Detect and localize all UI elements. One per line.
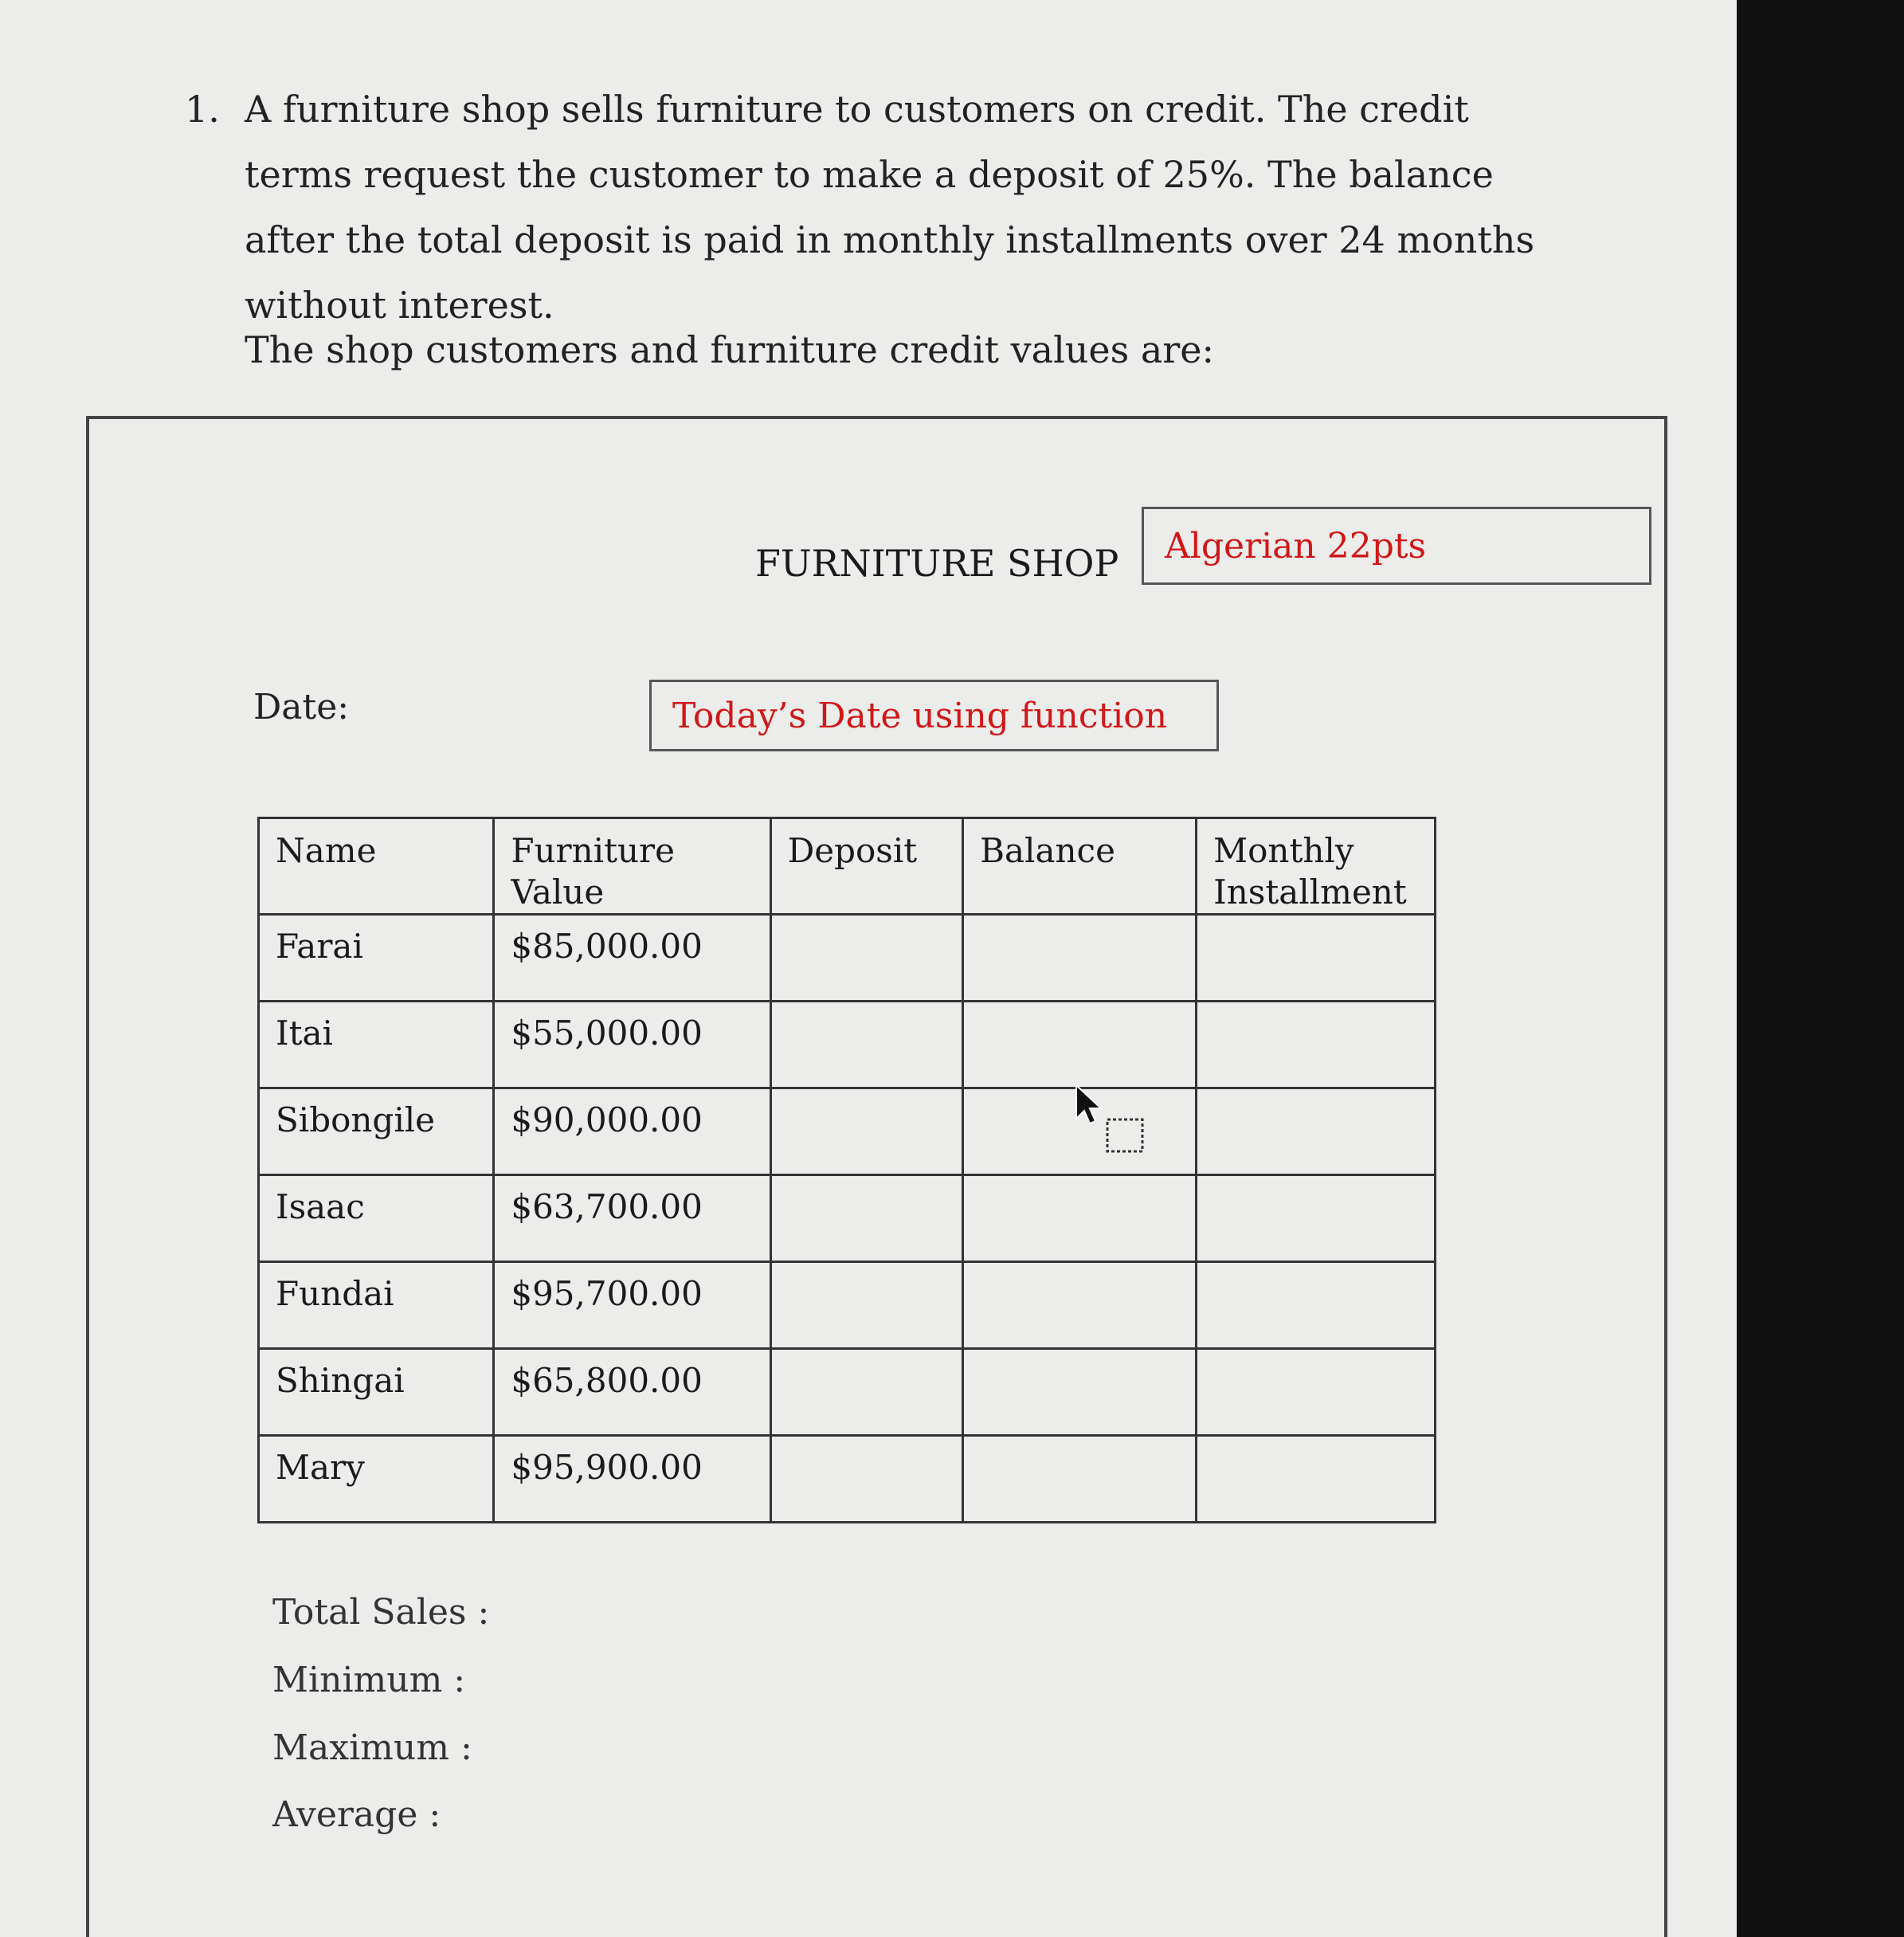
cell-deposit[interactable] — [770, 1002, 963, 1088]
cell-monthly-installment[interactable] — [1197, 1175, 1436, 1262]
cell-monthly-installment[interactable] — [1197, 1349, 1436, 1436]
font-note-text: Algerian 22pts — [1165, 525, 1427, 567]
cell-name: Shingai — [259, 1349, 494, 1436]
summary-average: Average : — [272, 1794, 441, 1835]
summary-total-sales: Total Sales : — [272, 1592, 490, 1633]
cell-name: Itai — [259, 1002, 494, 1088]
cell-furniture-value: $63,700.00 — [494, 1175, 770, 1262]
cell-balance[interactable] — [963, 915, 1197, 1002]
credit-table — [257, 817, 1436, 1523]
date-note-text: Today’s Date using function — [672, 695, 1168, 736]
table-row — [259, 1002, 1436, 1088]
summary-minimum: Minimum : — [272, 1660, 466, 1700]
cell-name: Isaac — [259, 1175, 494, 1262]
cell-balance[interactable] — [963, 1349, 1197, 1436]
cell-furniture-value: $85,000.00 — [494, 915, 770, 1002]
header-monthly-installment: Monthly Installment — [1197, 818, 1436, 915]
question-number: 1. — [185, 88, 220, 131]
header-balance: Balance — [963, 818, 1197, 915]
cell-deposit[interactable] — [770, 1175, 963, 1262]
cell-balance[interactable] — [963, 1175, 1197, 1262]
header-furniture-value: Furniture Value — [494, 818, 770, 915]
cell-monthly-installment[interactable] — [1197, 1002, 1436, 1088]
cell-balance[interactable] — [963, 1262, 1197, 1349]
intro-text: The shop customers and furniture credit values are: — [245, 328, 1215, 371]
summary-maximum: Maximum : — [272, 1727, 472, 1768]
cell-furniture-value: $95,700.00 — [494, 1262, 770, 1349]
cell-deposit[interactable] — [770, 1436, 963, 1523]
date-label: Date: — [253, 687, 350, 727]
table-row — [259, 1436, 1436, 1523]
table-row — [259, 1349, 1436, 1436]
question-text: A furniture shop sells furniture to customers on credit. The credit terms request the customer to make a deposit of 25%. The balance after the total deposit is paid in monthly installments over 24 months without interest. — [245, 88, 1535, 327]
table-row — [259, 1262, 1436, 1349]
cell-name: Mary — [259, 1436, 494, 1523]
table-header-row — [259, 818, 1436, 915]
cell-monthly-installment[interactable] — [1197, 1262, 1436, 1349]
cell-deposit[interactable] — [770, 1088, 963, 1175]
monitor-bezel — [1737, 0, 1904, 1937]
header-name: Name — [259, 818, 494, 915]
table-row — [259, 915, 1436, 1002]
mouse-pointer-icon — [1074, 1084, 1154, 1163]
cell-deposit[interactable] — [770, 1262, 963, 1349]
header-deposit: Deposit — [770, 818, 963, 915]
cell-furniture-value: $65,800.00 — [494, 1349, 770, 1436]
cell-monthly-installment[interactable] — [1197, 1436, 1436, 1523]
font-note-box — [1142, 507, 1651, 585]
cell-furniture-value: $95,900.00 — [494, 1436, 770, 1523]
cell-furniture-value: $55,000.00 — [494, 1002, 770, 1088]
cell-monthly-installment[interactable] — [1197, 1088, 1436, 1175]
date-note-box — [649, 680, 1219, 751]
table-row — [259, 1175, 1436, 1262]
cell-balance[interactable] — [963, 1002, 1197, 1088]
shop-title: FURNITURE SHOP — [755, 542, 1119, 585]
cell-deposit[interactable] — [770, 915, 963, 1002]
cell-name: Farai — [259, 915, 494, 1002]
table-row — [259, 1088, 1436, 1175]
cell-name: Sibongile — [259, 1088, 494, 1175]
cell-furniture-value: $90,000.00 — [494, 1088, 770, 1175]
cell-deposit[interactable] — [770, 1349, 963, 1436]
cell-name: Fundai — [259, 1262, 494, 1349]
cell-balance[interactable] — [963, 1436, 1197, 1523]
cell-monthly-installment[interactable] — [1197, 915, 1436, 1002]
